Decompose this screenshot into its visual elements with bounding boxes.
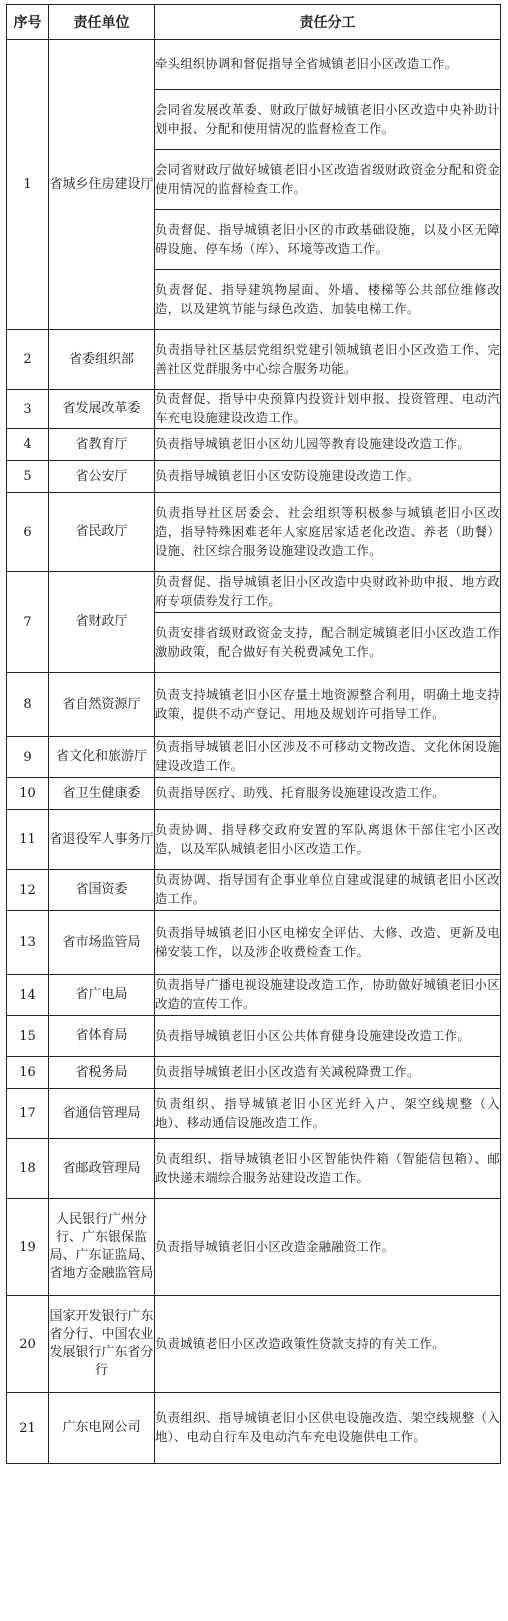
row-number: 9 — [7, 737, 49, 778]
responsible-unit: 省体育局 — [49, 1016, 155, 1057]
row-number: 11 — [7, 810, 49, 870]
duty-text: 会同省财政厅做好城镇老旧小区改造省级财政资金分配和资金使用情况的监督检查工作。 — [155, 150, 501, 210]
table-row — [7, 1089, 501, 1139]
table-row — [7, 429, 501, 461]
responsible-unit: 省教育厅 — [49, 429, 155, 461]
row-number: 8 — [7, 673, 49, 737]
header-unit: 责任单位 — [49, 5, 155, 40]
table-body — [7, 40, 501, 1464]
row-number: 21 — [7, 1393, 49, 1464]
responsible-unit: 省财政厅 — [49, 572, 155, 673]
header-no: 序号 — [7, 5, 49, 40]
table-row — [7, 1016, 501, 1057]
responsible-unit: 省邮政管理局 — [49, 1139, 155, 1199]
table-row — [7, 1057, 501, 1089]
row-number: 20 — [7, 1296, 49, 1393]
table-header — [7, 5, 501, 40]
row-number: 12 — [7, 870, 49, 911]
responsible-unit: 省卫生健康委 — [49, 778, 155, 810]
responsible-unit: 省城乡住房建设厅 — [49, 40, 155, 330]
duty-text: 负责组织、指导城镇老旧小区供电设施改造、架空线规整（入地）、电动自行车及电动汽车充电设施供电工作。 — [155, 1393, 501, 1464]
row-number: 7 — [7, 572, 49, 673]
duty-text: 负责组织、指导城镇老旧小区光纤入户、架空线规整（入地）、移动通信设施改造工作。 — [155, 1089, 501, 1139]
table-row — [7, 1199, 501, 1296]
duty-text: 负责指导城镇老旧小区涉及不可移动文物改造、文化休闲设施建设改造工作。 — [155, 737, 501, 778]
duty-text: 负责督促、指导中央预算内投资计划申报、投资管理、电动汽车充电设施建设改造工作。 — [155, 390, 501, 429]
row-number: 1 — [7, 40, 49, 330]
row-number: 17 — [7, 1089, 49, 1139]
duty-text: 负责指导城镇老旧小区改造金融融资工作。 — [155, 1199, 501, 1296]
responsible-unit: 省广电局 — [49, 975, 155, 1016]
duty-text: 负责指导社区基层党组织党建引领城镇老旧小区改造工作、完善社区党群服务中心综合服务功能。 — [155, 330, 501, 390]
duty-text: 负责指导城镇老旧小区改造有关减税降费工作。 — [155, 1057, 501, 1089]
responsible-unit: 省通信管理局 — [49, 1089, 155, 1139]
responsible-unit: 省自然资源厅 — [49, 673, 155, 737]
responsible-unit: 国家开发银行广东省分行、中国农业发展银行广东省分行 — [49, 1296, 155, 1393]
table-row — [7, 1139, 501, 1199]
duty-text: 会同省发展改革委、财政厅做好城镇老旧小区改造中央补助计划申报、分配和使用情况的监督检查工作。 — [155, 90, 501, 150]
row-number: 13 — [7, 911, 49, 975]
responsible-unit: 省公安厅 — [49, 461, 155, 493]
row-number: 4 — [7, 429, 49, 461]
table-row — [7, 870, 501, 911]
row-number: 2 — [7, 330, 49, 390]
responsible-unit: 省市场监管局 — [49, 911, 155, 975]
duty-text: 负责指导城镇老旧小区公共体育健身设施建设改造工作。 — [155, 1016, 501, 1057]
table-row — [7, 1296, 501, 1393]
responsible-unit: 省税务局 — [49, 1057, 155, 1089]
table-row — [7, 673, 501, 737]
table-row — [7, 40, 501, 90]
responsible-unit: 省委组织部 — [49, 330, 155, 390]
table-row — [7, 810, 501, 870]
responsible-unit: 省国资委 — [49, 870, 155, 911]
duty-text: 负责城镇老旧小区改造政策性贷款支持的有关工作。 — [155, 1296, 501, 1393]
table-row — [7, 1393, 501, 1464]
duty-text: 负责组织、指导城镇老旧小区智能快件箱（智能信包箱）、邮政快递末端综合服务站建设改造工作。 — [155, 1139, 501, 1199]
duty-text: 负责指导广播电视设施建设改造工作，协助做好城镇老旧小区改造的宣传工作。 — [155, 975, 501, 1016]
responsible-unit: 广东电网公司 — [49, 1393, 155, 1464]
responsible-unit: 省退役军人事务厅 — [49, 810, 155, 870]
row-number: 6 — [7, 493, 49, 572]
table-row — [7, 330, 501, 390]
row-number: 15 — [7, 1016, 49, 1057]
duty-text: 负责协调、指导国有企事业单位自建或混建的城镇老旧小区改造工作。 — [155, 870, 501, 911]
header-duty: 责任分工 — [155, 5, 501, 40]
responsible-unit: 省民政厅 — [49, 493, 155, 572]
table-row — [7, 737, 501, 778]
table-row — [7, 572, 501, 613]
row-number: 18 — [7, 1139, 49, 1199]
table-row — [7, 461, 501, 493]
row-number: 10 — [7, 778, 49, 810]
table-row — [7, 975, 501, 1016]
table-row — [7, 911, 501, 975]
header-row — [7, 5, 501, 40]
duty-text: 负责指导医疗、助残、托育服务设施建设改造工作。 — [155, 778, 501, 810]
row-number: 3 — [7, 390, 49, 429]
duty-text: 负责指导城镇老旧小区幼儿园等教育设施建设改造工作。 — [155, 429, 501, 461]
duty-text: 负责指导城镇老旧小区安防设施建设改造工作。 — [155, 461, 501, 493]
row-number: 5 — [7, 461, 49, 493]
row-number: 14 — [7, 975, 49, 1016]
responsible-unit: 省文化和旅游厅 — [49, 737, 155, 778]
table-row — [7, 493, 501, 572]
responsible-unit: 省发展改革委 — [49, 390, 155, 429]
duty-text: 负责督促、指导建筑物屋面、外墙、楼梯等公共部位维修改造，以及建筑节能与绿色改造、加装电梯工作。 — [155, 270, 501, 330]
duty-text: 负责督促、指导城镇老旧小区改造中央财政补助申报、地方政府专项债券发行工作。 — [155, 572, 501, 613]
table-row — [7, 390, 501, 429]
responsible-unit: 人民银行广州分行、广东银保监局、广东证监局、省地方金融监管局 — [49, 1199, 155, 1296]
duty-text: 负责督促、指导城镇老旧小区的市政基础设施，以及小区无障碍设施、停车场（库）、环境等改造工作。 — [155, 210, 501, 270]
table-row — [7, 778, 501, 810]
duty-text: 负责协调、指导移交政府安置的军队离退休干部住宅小区改造，以及军队城镇老旧小区改造工作。 — [155, 810, 501, 870]
duty-text: 负责安排省级财政资金支持，配合制定城镇老旧小区改造工作激励政策，配合做好有关税费减免工作。 — [155, 613, 501, 673]
responsibility-table — [6, 4, 501, 1464]
row-number: 16 — [7, 1057, 49, 1089]
duty-text: 负责指导社区居委会、社会组织等积极参与城镇老旧小区改造，指导特殊困难老年人家庭居家适老化改造、养老（助餐）设施、社区综合服务设施建设改造工作。 — [155, 493, 501, 572]
duty-text: 负责指导城镇老旧小区电梯安全评估、大修、改造、更新及电梯安装工作，以及涉企收费检查工作。 — [155, 911, 501, 975]
duty-text: 负责支持城镇老旧小区存量土地资源整合利用，明确土地支持政策，提供不动产登记、用地及规划许可指导工作。 — [155, 673, 501, 737]
duty-text: 牵头组织协调和督促指导全省城镇老旧小区改造工作。 — [155, 40, 501, 90]
row-number: 19 — [7, 1199, 49, 1296]
